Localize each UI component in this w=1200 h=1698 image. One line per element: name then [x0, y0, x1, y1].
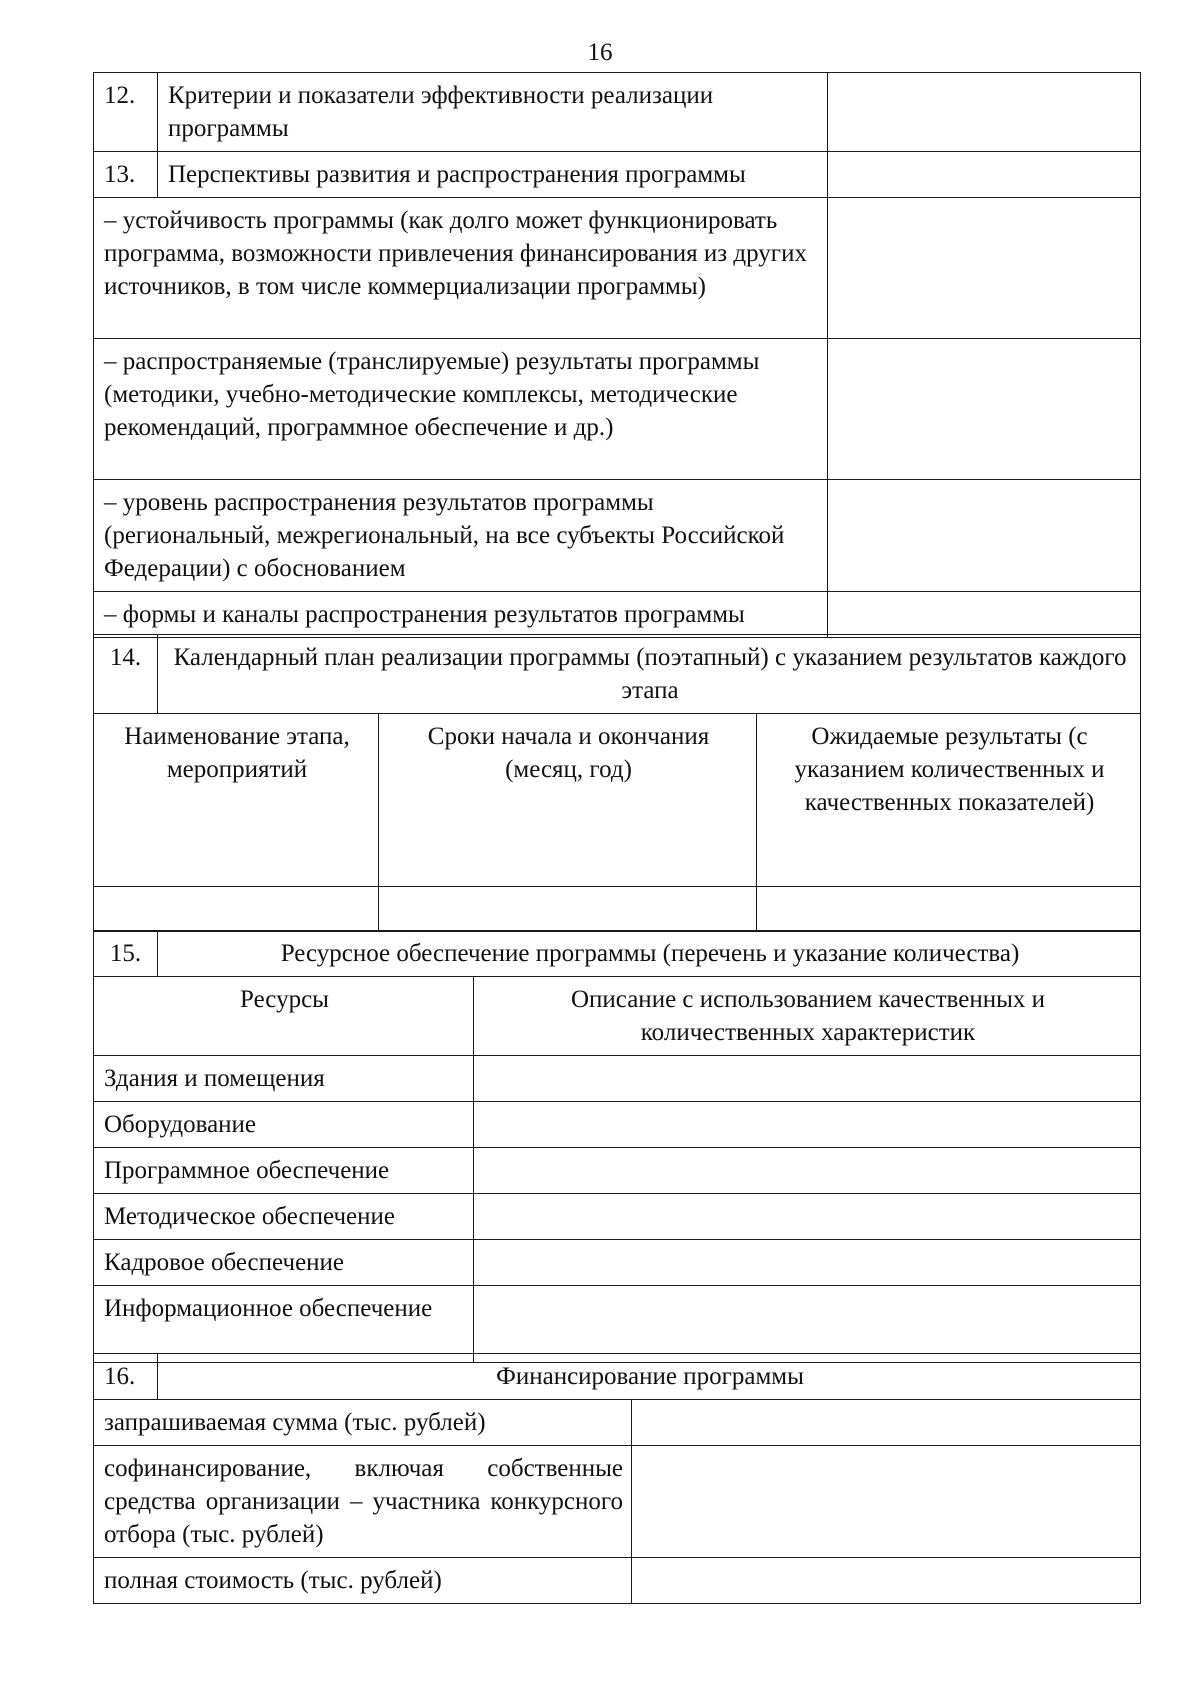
resources-header: Ресурсы	[94, 977, 474, 1056]
section-16-title: Финансирование программы	[158, 1354, 1141, 1400]
resource-description-cell[interactable]	[474, 1148, 1141, 1194]
resource-description-cell[interactable]	[474, 1102, 1141, 1148]
section-14-empty-row	[94, 887, 1141, 932]
section-12-value-cell[interactable]	[828, 73, 1141, 152]
stage-name-cell[interactable]	[94, 887, 379, 932]
section-13-item-dissemination-level: – уровень распространения результатов программы (региональный, межрегиональный, на все субъекты Российской Федерации) с обоснованием	[94, 480, 828, 592]
section-14-title: Календарный план реализации программы (поэтапный) с указанием результатов каждого этапа	[158, 635, 1141, 714]
resource-methodical: Методическое обеспечение	[94, 1194, 474, 1240]
resource-row	[94, 1286, 1141, 1363]
section-12-row	[94, 73, 1141, 152]
section-15-header-row	[94, 977, 1141, 1056]
section-12-number: 12.	[94, 73, 158, 152]
section-15-number: 15.	[94, 931, 158, 977]
resource-staff: Кадровое обеспечение	[94, 1240, 474, 1286]
financing-value-cell[interactable]	[632, 1558, 1141, 1604]
expected-results-header: Ожидаемые результаты (с указанием количественных и качественных показателей)	[757, 714, 1141, 887]
resource-description-cell[interactable]	[474, 1286, 1141, 1363]
resources-description-header: Описание с использованием качественных и количественных характеристик	[474, 977, 1141, 1056]
resource-row	[94, 1148, 1141, 1194]
section-13-item-row	[94, 339, 1141, 480]
financing-row	[94, 1446, 1141, 1558]
financing-row	[94, 1400, 1141, 1446]
section-13-item-row	[94, 480, 1141, 592]
section-13-title: Перспективы развития и распространения программы	[158, 152, 828, 198]
criteria-and-prospects-table	[93, 72, 1141, 638]
resource-row	[94, 1194, 1141, 1240]
financing-row	[94, 1558, 1141, 1604]
expected-results-cell[interactable]	[757, 887, 1141, 932]
section-13-item-row	[94, 198, 1141, 339]
stage-dates-cell[interactable]	[379, 887, 757, 932]
section-13-item-value-cell[interactable]	[828, 480, 1141, 592]
resource-software: Программное обеспечение	[94, 1148, 474, 1194]
section-14-row	[94, 635, 1141, 714]
page-number: 16	[587, 39, 613, 66]
calendar-plan-table	[93, 634, 1141, 932]
section-13-item-results: – распространяемые (транслируемые) результаты программы (методики, учебно-методические комплексы, методические рекомендаций, программное обеспечение и др.)	[94, 339, 828, 480]
section-14-header-row	[94, 714, 1141, 887]
section-16-number: 16.	[94, 1354, 158, 1400]
financing-table	[93, 1353, 1141, 1604]
resources-table	[93, 930, 1141, 1363]
financing-requested-amount: запрашиваемая сумма (тыс. рублей)	[94, 1400, 632, 1446]
resource-description-cell[interactable]	[474, 1240, 1141, 1286]
resource-description-cell[interactable]	[474, 1056, 1141, 1102]
section-13-value-cell[interactable]	[828, 152, 1141, 198]
section-13-row	[94, 152, 1141, 198]
section-13-item-value-cell[interactable]	[828, 592, 1141, 638]
section-12-title: Критерии и показатели эффективности реализации программы	[158, 73, 828, 152]
section-15-title: Ресурсное обеспечение программы (перечень и указание количества)	[158, 931, 1141, 977]
resource-description-cell[interactable]	[474, 1194, 1141, 1240]
section-13-item-value-cell[interactable]	[828, 339, 1141, 480]
financing-value-cell[interactable]	[632, 1446, 1141, 1558]
section-16-row	[94, 1354, 1141, 1400]
section-13-number: 13.	[94, 152, 158, 198]
resource-row	[94, 1056, 1141, 1102]
financing-total-cost: полная стоимость (тыс. рублей)	[94, 1558, 632, 1604]
section-14-number: 14.	[94, 635, 158, 714]
section-13-item-row	[94, 592, 1141, 638]
stage-name-header: Наименование этапа, мероприятий	[94, 714, 379, 887]
resource-row	[94, 1102, 1141, 1148]
resource-equipment: Оборудование	[94, 1102, 474, 1148]
section-13-item-value-cell[interactable]	[828, 198, 1141, 339]
financing-value-cell[interactable]	[632, 1400, 1141, 1446]
section-13-item-channels: – формы и каналы распространения результатов программы	[94, 592, 828, 638]
section-13-item-sustainability: – устойчивость программы (как долго может функционировать программа, возможности привлечения финансирования из других источников, в том числе коммерциализации программы)	[94, 198, 828, 339]
stage-dates-header: Сроки начала и окончания (месяц, год)	[379, 714, 757, 887]
resource-information: Информационное обеспечение	[94, 1286, 474, 1363]
resource-row	[94, 1240, 1141, 1286]
section-15-row	[94, 931, 1141, 977]
financing-cofinancing: софинансирование, включая собственные средства организации – участника конкурсного отбора (тыс. рублей)	[94, 1446, 632, 1558]
resource-buildings: Здания и помещения	[94, 1056, 474, 1102]
